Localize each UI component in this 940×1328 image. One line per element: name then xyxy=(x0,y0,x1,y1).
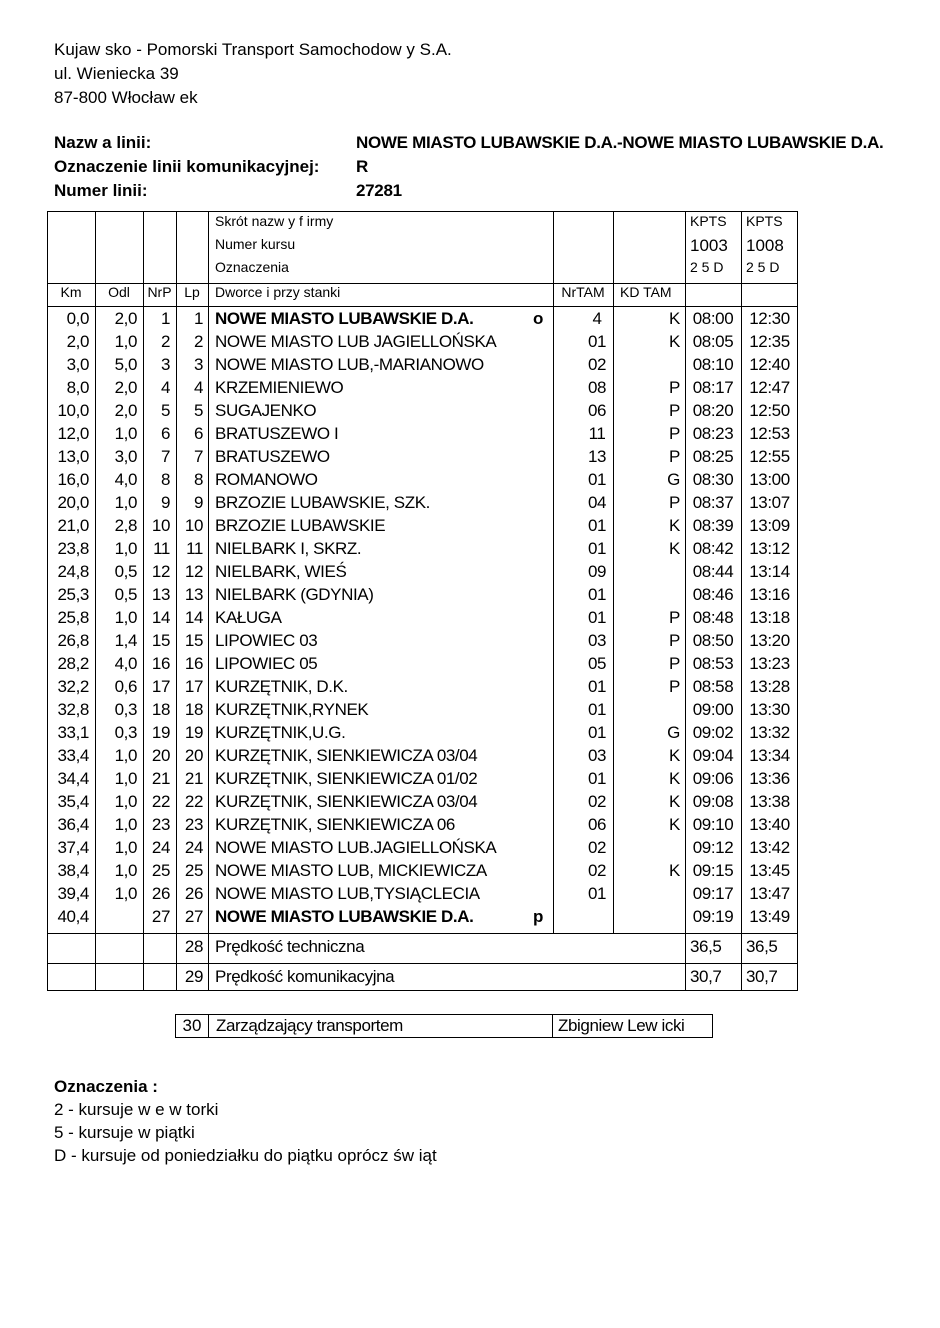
legend-item: D - kursuje od poniedziałku do piątku oprócz św iąt xyxy=(54,1146,437,1165)
stop-name: KURZĘTNIK, SIENKIEWICZA 03/04 xyxy=(215,746,478,765)
stop-time-course-1: 09:04 xyxy=(692,746,734,765)
stop-distance: 2,8 xyxy=(114,516,137,535)
stop-distance: 1,0 xyxy=(114,608,137,627)
stop-time-course-2: 13:40 xyxy=(749,815,790,834)
company-block xyxy=(54,38,452,110)
stop-km: 33,4 xyxy=(57,746,89,765)
stop-lp: 9 xyxy=(193,493,203,512)
stop-name: LIPOWIEC 05 xyxy=(215,654,318,673)
stop-time-course-2: 13:18 xyxy=(749,608,790,627)
stop-km: 20,0 xyxy=(57,493,89,512)
stop-time-course-2: 12:40 xyxy=(749,355,790,374)
stop-name: NOWE MIASTO LUB,-MARIANOWO xyxy=(215,355,484,374)
stop-nrp: 1 xyxy=(160,309,170,328)
stop-nrp: 11 xyxy=(153,539,170,558)
stop-flag: o xyxy=(533,309,543,328)
stop-distance: 0,5 xyxy=(114,585,137,604)
stop-time-course-1: 09:19 xyxy=(692,907,734,926)
stop-distance: 1,0 xyxy=(114,792,137,811)
stop-nrtam: 02 xyxy=(587,355,607,374)
stop-distance: 1,0 xyxy=(114,838,137,857)
stop-nrtam: 05 xyxy=(587,654,607,673)
stop-nrtam: 06 xyxy=(587,815,607,834)
stop-lp: 17 xyxy=(184,677,203,696)
col-km: Km xyxy=(60,284,82,300)
stop-nrtam: 13 xyxy=(587,447,607,466)
stop-lp: 11 xyxy=(186,539,203,558)
stop-lp: 15 xyxy=(184,631,203,650)
stop-km: 8,0 xyxy=(66,378,89,397)
stop-distance: 5,0 xyxy=(114,355,137,374)
stop-kd: K xyxy=(669,309,680,328)
stop-name: LIPOWIEC 03 xyxy=(215,631,318,650)
stop-kd: K xyxy=(669,746,680,765)
stop-time-course-2: 13:20 xyxy=(749,631,790,650)
stop-lp: 7 xyxy=(193,447,203,466)
stop-name: NOWE MIASTO LUB JAGIELLOŃSKA xyxy=(215,332,497,351)
legend xyxy=(54,1075,437,1167)
stop-time-course-2: 13:36 xyxy=(749,769,790,788)
stop-nrp: 20 xyxy=(151,746,170,765)
manager-lp: 30 xyxy=(182,1016,202,1035)
col-stations: Dworce i przy stanki xyxy=(215,284,341,300)
stop-km: 2,0 xyxy=(66,332,89,351)
row-divider xyxy=(47,306,798,307)
stop-kd: K xyxy=(669,332,680,351)
stop-nrp: 6 xyxy=(160,424,170,443)
stop-time-course-2: 13:23 xyxy=(749,654,790,673)
speed-label: Prędkość komunikacyjna xyxy=(215,967,395,986)
speed-lp: 29 xyxy=(184,967,203,986)
stop-name: BRATUSZEWO I xyxy=(215,424,339,443)
stop-km: 36,4 xyxy=(57,815,89,834)
stop-time-course-2: 12:53 xyxy=(749,424,790,443)
legend-item: 2 - kursuje w e w torki xyxy=(54,1100,219,1119)
line-number-label: Numer linii: xyxy=(54,181,148,200)
stop-nrp: 22 xyxy=(151,792,170,811)
firm-label: Skrót nazw y f irmy xyxy=(215,213,334,229)
stop-time-course-2: 13:47 xyxy=(749,884,790,903)
manager-divider xyxy=(552,1015,553,1037)
stop-time-course-1: 08:25 xyxy=(692,447,734,466)
stop-time-course-2: 13:12 xyxy=(749,539,790,558)
line-number-value: 27281 xyxy=(356,181,402,200)
stop-km: 35,4 xyxy=(57,792,89,811)
course-2-firm: KPTS xyxy=(746,213,783,229)
stop-lp: 10 xyxy=(184,516,203,535)
marks-label: Oznaczenia xyxy=(215,259,289,275)
stop-nrp: 23 xyxy=(151,815,170,834)
stop-name: KURZĘTNIK,U.G. xyxy=(215,723,346,742)
stop-km: 32,8 xyxy=(57,700,89,719)
stop-time-course-2: 13:38 xyxy=(749,792,790,811)
row-divider xyxy=(47,933,798,934)
company-name: Kujaw sko - Pomorski Transport Samochodow y S.A. xyxy=(54,40,452,59)
row-divider xyxy=(47,963,798,964)
stop-time-course-2: 12:35 xyxy=(749,332,790,351)
stop-kd: P xyxy=(669,447,680,466)
line-designation-row xyxy=(54,155,934,179)
stop-lp: 12 xyxy=(184,562,203,581)
stop-km: 21,0 xyxy=(57,516,89,535)
stop-name: NOWE MIASTO LUB, MICKIEWICZA xyxy=(215,861,487,880)
stop-lp: 21 xyxy=(184,769,203,788)
stop-km: 24,8 xyxy=(57,562,89,581)
stop-nrp: 15 xyxy=(151,631,170,650)
stop-kd: G xyxy=(667,470,680,489)
stop-lp: 24 xyxy=(184,838,203,857)
stop-distance: 2,0 xyxy=(114,378,137,397)
stop-nrp: 4 xyxy=(160,378,170,397)
stop-lp: 16 xyxy=(184,654,203,673)
stop-kd: G xyxy=(667,723,680,742)
stop-time-course-1: 08:53 xyxy=(692,654,734,673)
stop-nrtam: 01 xyxy=(587,700,607,719)
stop-nrtam: 01 xyxy=(587,470,607,489)
stop-km: 10,0 xyxy=(57,401,89,420)
stop-name: SUGAJENKO xyxy=(215,401,317,420)
line-designation-label: Oznaczenie linii komunikacyjnej: xyxy=(54,157,320,176)
stop-time-course-2: 13:28 xyxy=(749,677,790,696)
stop-time-course-1: 08:00 xyxy=(692,309,734,328)
company-city: 87-800 Włocław ek xyxy=(54,88,198,107)
stop-time-course-1: 08:10 xyxy=(692,355,734,374)
stop-nrtam: 01 xyxy=(587,608,607,627)
stop-lp: 4 xyxy=(193,378,203,397)
stop-km: 23,8 xyxy=(57,539,89,558)
stop-time-course-2: 13:07 xyxy=(749,493,790,512)
stop-lp: 14 xyxy=(184,608,203,627)
stop-kd: K xyxy=(669,815,680,834)
stop-kd: K xyxy=(669,861,680,880)
manager-box xyxy=(175,1014,713,1038)
manager-name: Zbigniew Lew icki xyxy=(558,1016,685,1035)
stop-time-course-1: 08:23 xyxy=(692,424,734,443)
stop-nrtam: 02 xyxy=(587,792,607,811)
stop-kd: K xyxy=(669,792,680,811)
stop-lp: 20 xyxy=(184,746,203,765)
stop-nrtam: 01 xyxy=(587,769,607,788)
stop-nrtam: 02 xyxy=(587,861,607,880)
stop-name: BRZOZIE LUBAWSKIE, SZK. xyxy=(215,493,430,512)
stop-nrp: 17 xyxy=(151,677,170,696)
stop-time-course-1: 09:15 xyxy=(692,861,734,880)
stop-nrtam: 01 xyxy=(587,884,607,903)
col-nrp: NrP xyxy=(147,284,172,300)
stop-time-course-2: 12:50 xyxy=(749,401,790,420)
stop-name: KURZĘTNIK,RYNEK xyxy=(215,700,369,719)
stop-distance: 1,0 xyxy=(114,746,137,765)
stop-kd: P xyxy=(669,493,680,512)
stop-nrtam: 01 xyxy=(587,539,607,558)
stop-time-course-1: 09:08 xyxy=(692,792,734,811)
stop-time-course-1: 09:12 xyxy=(692,838,734,857)
stop-nrtam: 04 xyxy=(587,493,607,512)
stop-name: ROMANOWO xyxy=(215,470,318,489)
stop-name: BRZOZIE LUBAWSKIE xyxy=(215,516,386,535)
stop-distance: 1,0 xyxy=(114,815,137,834)
stop-lp: 22 xyxy=(184,792,203,811)
stop-distance: 2,0 xyxy=(114,309,137,328)
stop-km: 16,0 xyxy=(57,470,89,489)
stop-distance: 1,0 xyxy=(114,332,137,351)
stop-lp: 25 xyxy=(184,861,203,880)
stop-lp: 13 xyxy=(184,585,203,604)
stop-flag: p xyxy=(533,907,543,926)
stop-nrp: 25 xyxy=(151,861,170,880)
line-name-value: NOWE MIASTO LUBAWSKIE D.A.-NOWE MIASTO LUBAWSKIE D.A. xyxy=(356,133,884,152)
stop-nrtam: 03 xyxy=(587,631,607,650)
stop-km: 26,8 xyxy=(57,631,89,650)
manager-label: Zarządzający transportem xyxy=(216,1016,403,1035)
stop-name: NIELBARK, WIEŚ xyxy=(215,562,347,581)
stop-time-course-1: 09:02 xyxy=(692,723,734,742)
stop-km: 12,0 xyxy=(57,424,89,443)
course-1-number: 1003 xyxy=(690,236,728,255)
course-1-firm: KPTS xyxy=(690,213,727,229)
stop-km: 28,2 xyxy=(57,654,89,673)
stop-km: 39,4 xyxy=(57,884,89,903)
stop-nrp: 10 xyxy=(151,516,170,535)
stop-lp: 18 xyxy=(184,700,203,719)
stop-distance: 3,0 xyxy=(114,447,137,466)
stop-time-course-1: 08:48 xyxy=(692,608,734,627)
stop-name: NOWE MIASTO LUBAWSKIE D.A. xyxy=(215,907,474,926)
stop-time-course-1: 08:17 xyxy=(692,378,734,397)
stop-kd: K xyxy=(669,516,680,535)
stop-distance: 2,0 xyxy=(114,401,137,420)
stop-nrtam: 09 xyxy=(587,562,607,581)
stop-time-course-2: 13:34 xyxy=(749,746,790,765)
stop-time-course-1: 08:39 xyxy=(692,516,734,535)
stop-time-course-1: 08:05 xyxy=(692,332,734,351)
course-1-marks: 2 5 D xyxy=(690,259,724,275)
stop-lp: 19 xyxy=(184,723,203,742)
stop-nrp: 26 xyxy=(151,884,170,903)
stop-km: 3,0 xyxy=(66,355,89,374)
stop-time-course-2: 12:30 xyxy=(749,309,790,328)
stop-name: KAŁUGA xyxy=(215,608,282,627)
stop-nrp: 3 xyxy=(160,355,170,374)
stop-time-course-1: 08:46 xyxy=(692,585,734,604)
stop-kd: P xyxy=(669,654,680,673)
stop-distance: 0,5 xyxy=(114,562,137,581)
manager-divider xyxy=(208,1015,209,1037)
stop-distance: 1,0 xyxy=(114,884,137,903)
stop-lp: 26 xyxy=(184,884,203,903)
stop-nrp: 2 xyxy=(160,332,170,351)
stop-time-course-1: 08:50 xyxy=(692,631,734,650)
stop-name: NIELBARK (GDYNIA) xyxy=(215,585,374,604)
stop-lp: 8 xyxy=(193,470,203,489)
stop-nrtam: 11 xyxy=(588,424,606,443)
stop-km: 33,1 xyxy=(57,723,89,742)
stop-name: NOWE MIASTO LUBAWSKIE D.A. xyxy=(215,309,474,328)
stop-time-course-1: 08:42 xyxy=(692,539,734,558)
stop-nrp: 19 xyxy=(151,723,170,742)
stop-lp: 5 xyxy=(193,401,203,420)
line-designation-value: R xyxy=(356,157,368,176)
line-number-row xyxy=(54,179,934,203)
stop-time-course-1: 08:30 xyxy=(692,470,734,489)
col-kdtam: KD TAM xyxy=(620,284,672,300)
stop-nrtam: 4 xyxy=(592,309,602,328)
stop-kd: P xyxy=(669,424,680,443)
stop-nrp: 18 xyxy=(151,700,170,719)
stop-distance: 1,4 xyxy=(114,631,137,650)
stop-nrtam: 08 xyxy=(587,378,607,397)
stop-nrp: 16 xyxy=(151,654,170,673)
legend-title: Oznaczenia : xyxy=(54,1077,158,1096)
stop-time-course-2: 13:16 xyxy=(749,585,790,604)
stop-kd: P xyxy=(669,677,680,696)
stop-distance: 0,3 xyxy=(114,700,137,719)
legend-item: 5 - kursuje w piątki xyxy=(54,1123,195,1142)
stop-nrp: 8 xyxy=(160,470,170,489)
stop-nrp: 7 xyxy=(160,447,170,466)
stop-lp: 6 xyxy=(193,424,203,443)
line-name-row xyxy=(54,131,934,155)
stop-time-course-1: 08:20 xyxy=(692,401,734,420)
stop-kd: K xyxy=(669,769,680,788)
stop-nrp: 12 xyxy=(151,562,170,581)
column-divider xyxy=(208,211,209,991)
stop-name: BRATUSZEWO xyxy=(215,447,330,466)
stop-nrp: 14 xyxy=(151,608,170,627)
stop-time-course-1: 08:58 xyxy=(692,677,734,696)
stop-name: KURZĘTNIK, SIENKIEWICZA 06 xyxy=(215,815,455,834)
col-odl: Odl xyxy=(108,284,130,300)
stop-km: 32,2 xyxy=(57,677,89,696)
stop-nrp: 27 xyxy=(151,907,170,926)
speed-course-1: 36,5 xyxy=(690,937,722,956)
stop-nrp: 5 xyxy=(160,401,170,420)
stop-kd: P xyxy=(669,631,680,650)
stop-name: NOWE MIASTO LUB.JAGIELLOŃSKA xyxy=(215,838,497,857)
line-info xyxy=(54,131,934,203)
stop-nrtam: 01 xyxy=(587,677,607,696)
stop-lp: 1 xyxy=(193,309,203,328)
stop-nrp: 21 xyxy=(151,769,170,788)
stop-distance: 1,0 xyxy=(114,493,137,512)
course-2-number: 1008 xyxy=(746,236,784,255)
stop-km: 25,3 xyxy=(57,585,89,604)
stop-km: 40,4 xyxy=(57,907,89,926)
stop-distance: 4,0 xyxy=(114,470,137,489)
stop-km: 0,0 xyxy=(66,309,89,328)
course-2-marks: 2 5 D xyxy=(746,259,780,275)
col-lp: Lp xyxy=(184,284,200,300)
stop-km: 37,4 xyxy=(57,838,89,857)
stop-nrp: 13 xyxy=(151,585,170,604)
stop-nrtam: 01 xyxy=(587,585,607,604)
stop-name: KURZĘTNIK, SIENKIEWICZA 01/02 xyxy=(215,769,478,788)
stop-time-course-2: 13:00 xyxy=(749,470,790,489)
stop-name: KURZĘTNIK, SIENKIEWICZA 03/04 xyxy=(215,792,478,811)
stop-km: 25,8 xyxy=(57,608,89,627)
stop-time-course-1: 08:37 xyxy=(692,493,734,512)
stop-km: 13,0 xyxy=(57,447,89,466)
company-street: ul. Wieniecka 39 xyxy=(54,64,179,83)
course-number-label: Numer kursu xyxy=(215,236,296,252)
stop-distance: 1,0 xyxy=(114,539,137,558)
stop-name: NIELBARK I, SKRZ. xyxy=(215,539,362,558)
stop-km: 34,4 xyxy=(57,769,89,788)
stop-time-course-2: 13:42 xyxy=(749,838,790,857)
column-divider xyxy=(553,211,554,934)
stop-time-course-1: 09:06 xyxy=(692,769,734,788)
stop-nrp: 9 xyxy=(160,493,170,512)
stop-time-course-2: 12:55 xyxy=(749,447,790,466)
stop-kd: K xyxy=(669,539,680,558)
stop-distance: 1,0 xyxy=(114,424,137,443)
stop-lp: 2 xyxy=(193,332,203,351)
stop-time-course-1: 09:17 xyxy=(692,884,734,903)
stop-nrtam: 06 xyxy=(587,401,607,420)
stop-kd: P xyxy=(669,608,680,627)
stop-time-course-2: 13:45 xyxy=(749,861,790,880)
stop-name: KRZEMIENIEWO xyxy=(215,378,344,397)
stop-nrtam: 01 xyxy=(587,723,607,742)
stop-name: NOWE MIASTO LUB,TYSIĄCLECIA xyxy=(215,884,480,903)
stop-kd: P xyxy=(669,401,680,420)
speed-course-1: 30,7 xyxy=(690,967,722,986)
stop-km: 38,4 xyxy=(57,861,89,880)
stop-kd: P xyxy=(669,378,680,397)
stop-time-course-2: 13:32 xyxy=(749,723,790,742)
stop-distance: 1,0 xyxy=(114,769,137,788)
stop-time-course-2: 13:14 xyxy=(749,562,790,581)
stop-time-course-2: 13:09 xyxy=(749,516,790,535)
line-name-label: Nazw a linii: xyxy=(54,133,152,152)
stop-time-course-1: 09:00 xyxy=(692,700,734,719)
stop-time-course-2: 13:49 xyxy=(749,907,790,926)
stop-distance: 0,6 xyxy=(114,677,137,696)
stop-distance: 1,0 xyxy=(114,861,137,880)
stop-lp: 23 xyxy=(184,815,203,834)
stop-lp: 3 xyxy=(193,355,203,374)
speed-lp: 28 xyxy=(184,937,203,956)
stop-distance: 4,0 xyxy=(114,654,137,673)
stop-time-course-2: 12:47 xyxy=(749,378,790,397)
stop-nrtam: 01 xyxy=(587,516,607,535)
col-nrtam: NrTAM xyxy=(561,284,605,300)
stop-time-course-1: 09:10 xyxy=(692,815,734,834)
stop-time-course-2: 13:30 xyxy=(749,700,790,719)
speed-course-2: 30,7 xyxy=(746,967,778,986)
stop-name: KURZĘTNIK, D.K. xyxy=(215,677,348,696)
stop-time-course-1: 08:44 xyxy=(692,562,734,581)
stop-nrtam: 01 xyxy=(587,332,607,351)
stop-nrtam: 03 xyxy=(587,746,607,765)
stop-distance: 0,3 xyxy=(114,723,137,742)
speed-label: Prędkość techniczna xyxy=(215,937,365,956)
speed-course-2: 36,5 xyxy=(746,937,778,956)
stop-nrtam: 02 xyxy=(587,838,607,857)
stop-nrp: 24 xyxy=(151,838,170,857)
stop-lp: 27 xyxy=(184,907,203,926)
